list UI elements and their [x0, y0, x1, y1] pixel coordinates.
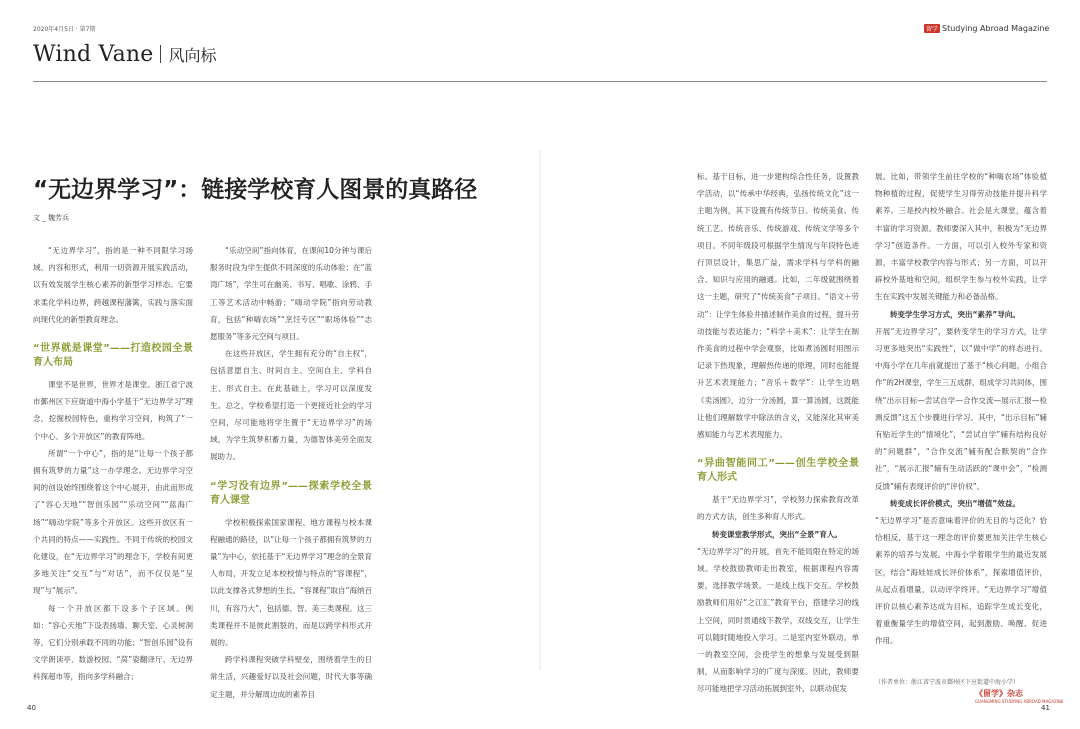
- paragraph: “无边界学习”是否意味着评价的无目的与泛化？恰恰相反，基于这一理念的评价要更加关注学生核心素养的培养与发展。中海小学着眼学生的最近发展区，结合“海娃娃成长评价体系”，探索增值评价，从起点看增量，以动评学终评。“无边界学习”增值评价以核心素养达成为目标，追踪学生成长变化，着重衡量学生的增值空间，起到激励、唤醒、促进作用。: [875, 516, 1047, 646]
- article-title: “无边界学习”：链接学校育人图景的真路径: [33, 177, 478, 203]
- masthead-divider: [160, 45, 161, 63]
- header-rule: [33, 81, 1047, 82]
- page-number-left: 40: [27, 704, 36, 712]
- issue-date: 2020年4月5日 · 第7期: [33, 26, 96, 33]
- magazine-name: Studying Abroad Magazine: [942, 24, 1050, 33]
- column-name-zh: 风向标: [168, 45, 217, 65]
- column-masthead: [33, 40, 217, 68]
- column-name-en: Wind Vane: [33, 41, 154, 67]
- paragraph: “无边界学习”，指的是一种不同限学习场域、内容和形式，利用一切资源开展实践活动，以有效发展学生核心素养的新型学习样态。它要求柔化学科边界，跨越课程藩篱，实践与落实面向现代化的新型教育理念。: [33, 246, 193, 324]
- logo-subtitle: GUANGMING STUDYING ABROAD MAGAZINE: [975, 699, 1064, 704]
- paragraph: “乐动空间”指向体育，在课间10分钟与课后服务时段为学生提供不同深度的乐动体验；在“蓝湾广场”，学生可在幽美、书写、唱歌、涂鸦、手工等艺术活动中畅游；“嗨动学院”指向劳动教育，包括“种嗨农场”“烹饪专区”“职场体验”“志愿服务”等多元空间与项目。: [210, 246, 372, 342]
- author-affiliation: （作者单位：浙江省宁波市鄞州区下应街道中海小学）: [875, 679, 1020, 686]
- paragraph: 课堂不是世界，世界才是课堂。浙江省宁波市鄞州区下应街道中海小学基于“无边界学习”理念，挖掘校园特色，重构学习空间，构筑了“一个中心、多个开放区”的教育阵地。: [33, 380, 193, 441]
- section-heading: “异曲智能同工”——创生学校全景育人形式: [697, 458, 859, 484]
- magazine-header: [924, 24, 1048, 33]
- page-number-right: 41: [1041, 704, 1050, 712]
- paragraph: “无边界学习”的开展，首先不能局限在特定的场域。学校鼓励教师走出教室，根据课程内容需要，选择教学场景。一是线上线下交互。学校鼓励教师们用好“之江汇”教育平台，搭建学习的线上空间，同时贯通线下教学，双线交互，让学生可以随时随地投入学习。二是室内室外联动。单一的教室空间，会使学生的想象与发展受到限制，从而影响学习的广度与深度。因此，教师要尽可能地把学习活动拓展到室外，以联动促发: [697, 546, 859, 694]
- lead-sentence: 转变学生学习方式，突出“素养”导向。: [890, 309, 1020, 319]
- magazine-logo: [975, 688, 1064, 704]
- paragraph: 在这些开放区，学生拥有充分的“自主权”，包括意愿自主、时间自主、空间自主、学科自主、形式自主。在此基础上，学习可以深度发生。总之，学校希望打造一个更接近社会的学习空间，尽可能地将学生置于“无边界学习”的场域，为学生筑梦积蓄力量，为德智体美劳全面发展助力。: [210, 349, 372, 462]
- section-heading: “世界就是课堂”——打造校园全景育人布局: [33, 343, 193, 369]
- section-heading: “学习没有边界”——探索学校全景育人课堂: [210, 480, 372, 506]
- text-column-1: [33, 242, 193, 682]
- text-column-3: [697, 168, 859, 694]
- magazine-tag: 留学: [926, 26, 939, 33]
- paragraph: 基于“无边界学习”，学校努力探索教育改革的方式方法，创生多种育人形式。: [697, 495, 859, 522]
- logo-brand: 《留学》杂志: [975, 689, 1023, 698]
- paragraph: 所谓“一个中心”，指的是“让每一个孩子都拥有筑梦的力量”这一办学理念。无边界学习空间的创设始终围绕着这个中心展开，由此而形成了“容心天地”“智创乐园”“乐动空间”“蓝海广场”“嗨动学院”等多个开放区。这些开放区有一个共同的特点——实践性。不同于传统的校园文化建设，在“无边界学习”的理念下，学校有间更多地关注“交互”与“对话”，而不仅仅是“呈现”与“展示”。: [33, 448, 193, 596]
- text-column-4: [875, 168, 1047, 660]
- page-gutter: [539, 150, 541, 670]
- lead-sentence: 转变成长评价模式，突出“增值”效益。: [890, 498, 1020, 508]
- paragraph: 标。基于目标，进一步建构综合性任务，设置教学活动，以“传承中华经典，弘扬传统文化”这一主题为例，其下设置有传统节日、传统美食、传统工艺、传统音乐、传统游戏、传统文学等多个项目。不同年级段可根据学生情况与年段特色进行顶层设计，集思广益，需求学科与学科的融合、知识与应用的融通。比如，二年级就围绕着这一主题，研究了“传统美食”子项目。“语文＋劳动”：让学生体验并描述制作美食的过程，提升劳动技能与表达能力；“科学＋美术”：让学生在制作美食的过程中学会观察，比如煮汤圆时用图示记录下热现象，理解热传递的原理，同时也能提升艺术表现能力；“音乐＋数学”：让学生边唱《卖汤圆》，边分一分汤圆，算一算汤圆，这既能让他们理解数学中除法的含义，又能深化其审美感知能力与艺术表现能力。: [697, 172, 859, 440]
- article-author: 文 _ 魏芳兵: [33, 214, 69, 222]
- paragraph: 学校积极探索国家课程、地方课程与校本课程融通的路径，以“让每一个孩子都拥有筑梦的力量”为中心，依托基于“无边界学习”理念的全景育人布局，开发立足本校校情与特点的“容课程”，以此支撑各式梦想的生长。“容课程”取自“海纳百川，有容乃大”，包括德、智、美三类课程。这三类课程并不是彼此割裂的，而是以跨学科形式开展的。: [210, 517, 372, 648]
- paragraph: 每一个开放区都下设多个子区域。例如：“容心天地”下设表扬墙、聊天室、心灵树洞等，它们分别承载不同的功能；“智创乐园”设有文学朗读亭、数游校园、“莴”姿翻译厅、无边界科探超市等，指向多学科融合；: [33, 603, 193, 682]
- paragraph: 跨学科课程突破学科壁垒，围绕着学生的日常生活，兴趣爱好以及社会问题，时代大事等确定主题，并分解周边成的素养目: [210, 655, 372, 699]
- text-column-2: [210, 242, 372, 699]
- paragraph: 开展“无边界学习”，要转变学生的学习方式，让学习更多地突出“实践性”，以“做中学”的样态进行。中海小学在几年前就提出了基于“核心问题，小组合作”的2H课堂，学生三五成群，组成学习共同体，围绕“出示目标—尝试自学—合作交流—展示汇报—检测反馈”这五个步骤进行学习。其中，“出示目标”辅有贴近学生的“情境化”，“尝试自学”辅有结构良好的“问题群”，“合作交流”辅有配合默契的“合作社”，“展示汇报”辅有生动活跃的“课中会”，“检测反馈”辅有表现评价的“评价权”。: [875, 326, 1047, 491]
- lead-sentence: 转变课堂教学形式，突出“全景”育人。: [712, 529, 842, 539]
- paragraph: 展。比如，带领学生前往学校的“种嗨农场”体验植物种植的过程，促使学生习得劳动技能并提升科学素养。三是校内校外融合。社会是大课堂，蕴含着丰富的学习资源。教师要深入其中，积极为“无边界学习”创造条件。一方面，可以引入校外专家和资源，丰富学校教学内容与形式；另一方面，可以开辟校外基地和空间，组织学生参与校外实践，让学生在实践中发展关键能力和必备品格。: [875, 172, 1047, 302]
